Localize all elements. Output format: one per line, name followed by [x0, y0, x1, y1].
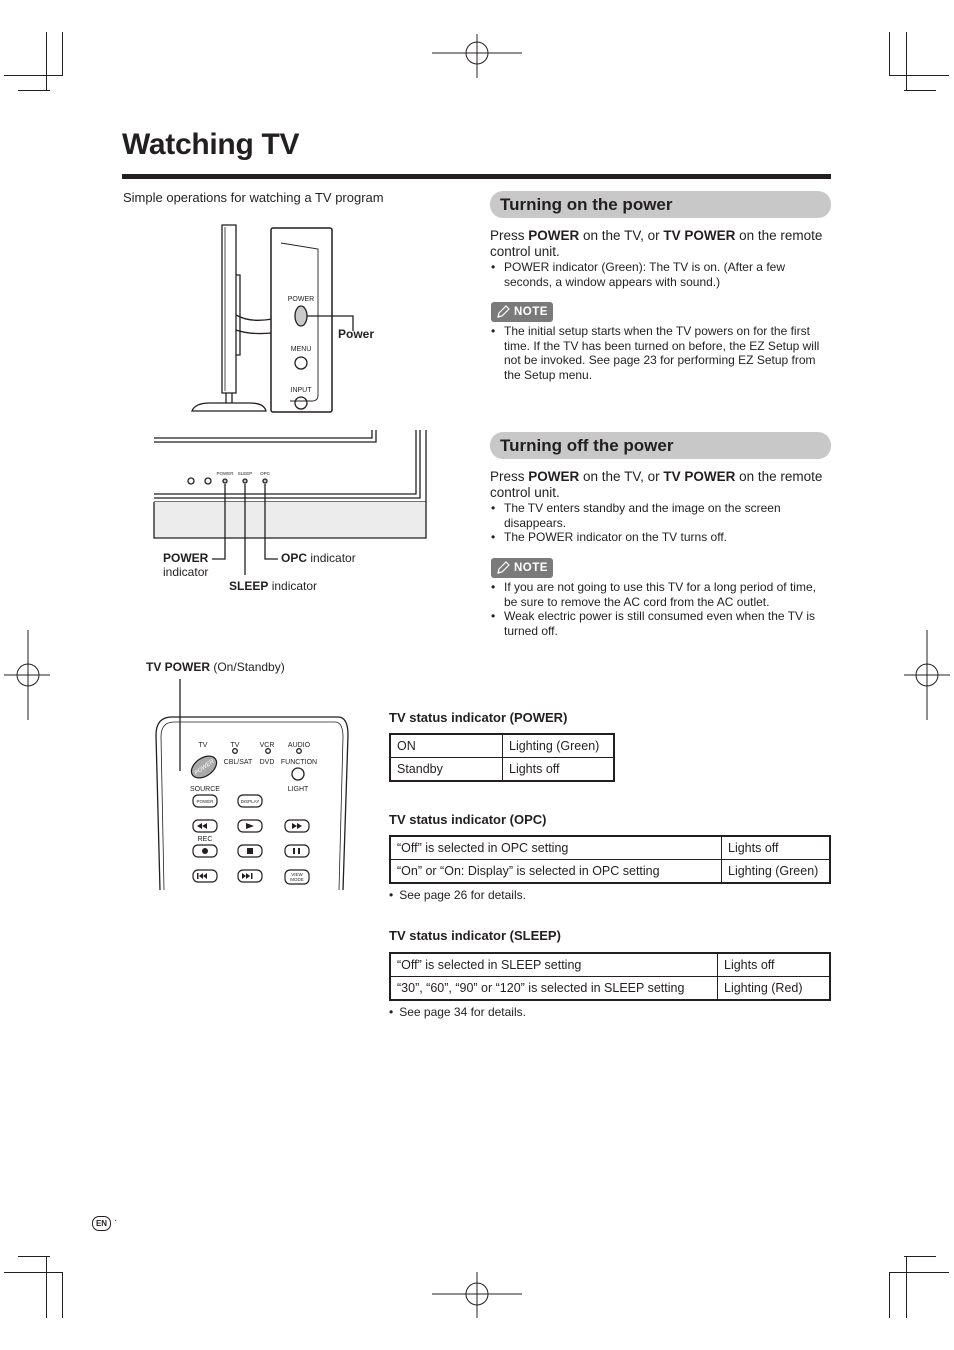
table-cell: Lighting (Green) — [503, 734, 615, 758]
tv-power-callout: TV POWER (On/Standby) — [146, 660, 285, 674]
sleep-indicator-label: SLEEP indicator — [229, 579, 318, 593]
remote-label-tv: TV — [198, 742, 208, 749]
page-title: Watching TV — [122, 128, 300, 161]
side-input-label: INPUT — [290, 387, 312, 394]
power-table-heading: TV status indicator (POWER) — [389, 710, 568, 725]
table-cell: Lighting (Green) — [722, 860, 831, 884]
remote-mode-button: MODE — [290, 877, 304, 882]
turning-on-notes — [490, 324, 832, 382]
note-badge: NOTE — [491, 558, 553, 578]
remote-label-source: SOURCE — [190, 786, 220, 793]
table-cell: “Off” is selected in SLEEP setting — [390, 953, 718, 977]
intro-text: Simple operations for watching a TV program — [123, 190, 384, 205]
table-cell: ON — [390, 734, 503, 758]
turning-off-notes — [490, 580, 832, 638]
power-indicator-suffix: indicator — [163, 565, 209, 579]
turning-off-bullets — [490, 501, 832, 545]
table-cell: Standby — [390, 758, 503, 782]
opc-table-heading: TV status indicator (OPC) — [389, 812, 547, 827]
pencil-icon — [495, 304, 511, 320]
remote-label-cblsat: CBL/SAT — [223, 759, 253, 766]
remote-label-tv2: TV — [230, 742, 240, 749]
tv-side-illustration — [150, 215, 450, 415]
remote-label-rec: REC — [197, 836, 213, 843]
list-item: • Weak electric power is still consumed even when the TV is turned off. — [490, 609, 832, 638]
front-sleep-small: SLEEP — [237, 471, 253, 476]
remote-display-button: DISPLAY — [240, 799, 260, 804]
turning-on-instruction: Press POWER on the TV, or TV POWER on the remote control unit. — [490, 228, 823, 259]
side-power-label: POWER — [287, 296, 315, 303]
table-row — [390, 836, 830, 860]
remote-label-audio: AUDIO — [287, 742, 311, 749]
list-item: • The POWER indicator on the TV turns off. — [490, 530, 832, 545]
table-cell: Lights off — [722, 836, 831, 860]
turning-on-bullets — [490, 260, 832, 289]
section-heading-turning-off: Turning off the power — [490, 432, 831, 459]
remote-view-button: VIEW — [291, 872, 303, 877]
opc-status-table — [389, 835, 831, 884]
opc-footnote: • See page 26 for details. — [389, 888, 526, 902]
power-callout: Power — [338, 327, 375, 341]
note-badge: NOTE — [491, 302, 553, 322]
table-row — [390, 953, 830, 977]
table-row — [390, 734, 614, 758]
remote-label-function: FUNCTION — [280, 759, 318, 766]
remote-source-power-button: POWER — [196, 799, 214, 804]
front-opc-small: OPC — [260, 471, 270, 476]
table-cell: “30”, “60”, “90” or “120” is selected in SLEEP setting — [390, 977, 718, 1001]
remote-label-vcr: VCR — [259, 742, 275, 749]
language-badge: EN — [92, 1216, 111, 1231]
list-item: • If you are not going to use this TV for a long period of time, be sure to remove the AC cord from the AC outlet. — [490, 580, 832, 609]
table-cell: Lights off — [718, 953, 831, 977]
section-heading-turning-on: Turning on the power — [490, 191, 831, 218]
turning-off-instruction: Press POWER on the TV, or TV POWER on the remote control unit. — [490, 469, 823, 500]
footer-dot: · — [114, 1215, 118, 1226]
remote-label-dvd: DVD — [259, 759, 275, 766]
table-cell: Lighting (Red) — [718, 977, 831, 1001]
table-row — [390, 860, 830, 884]
opc-indicator-label: OPC indicator — [281, 551, 356, 565]
remote-label-light: LIGHT — [287, 786, 309, 793]
table-row — [390, 977, 830, 1001]
sleep-footnote: • See page 34 for details. — [389, 1005, 526, 1019]
sleep-table-heading: TV status indicator (SLEEP) — [389, 928, 561, 943]
table-row — [390, 758, 614, 782]
sleep-status-table — [389, 952, 831, 1001]
list-item: • The initial setup starts when the TV powers on for the first time. If the TV has been turned on before, the EZ Setup will not be invoked. See page 23 for performing EZ Setup from the Setup menu. — [490, 324, 832, 382]
side-menu-label: MENU — [290, 346, 312, 353]
power-indicator-label: POWER — [163, 551, 209, 565]
table-cell: “On” or “On: Display” is selected in OPC setting — [390, 860, 722, 884]
list-item: • The TV enters standby and the image on the screen disappears. — [490, 501, 832, 530]
remote-illustration — [150, 675, 360, 895]
front-power-small: POWER — [216, 471, 234, 476]
table-cell: Lights off — [503, 758, 615, 782]
list-item: • POWER indicator (Green): The TV is on. (After a few seconds, a window appears with sound.) — [490, 260, 832, 289]
power-status-table — [389, 733, 615, 782]
remote-power-button: POWER — [193, 758, 216, 777]
table-cell: “Off” is selected in OPC setting — [390, 836, 722, 860]
title-rule — [122, 174, 831, 179]
pencil-icon — [495, 560, 511, 576]
